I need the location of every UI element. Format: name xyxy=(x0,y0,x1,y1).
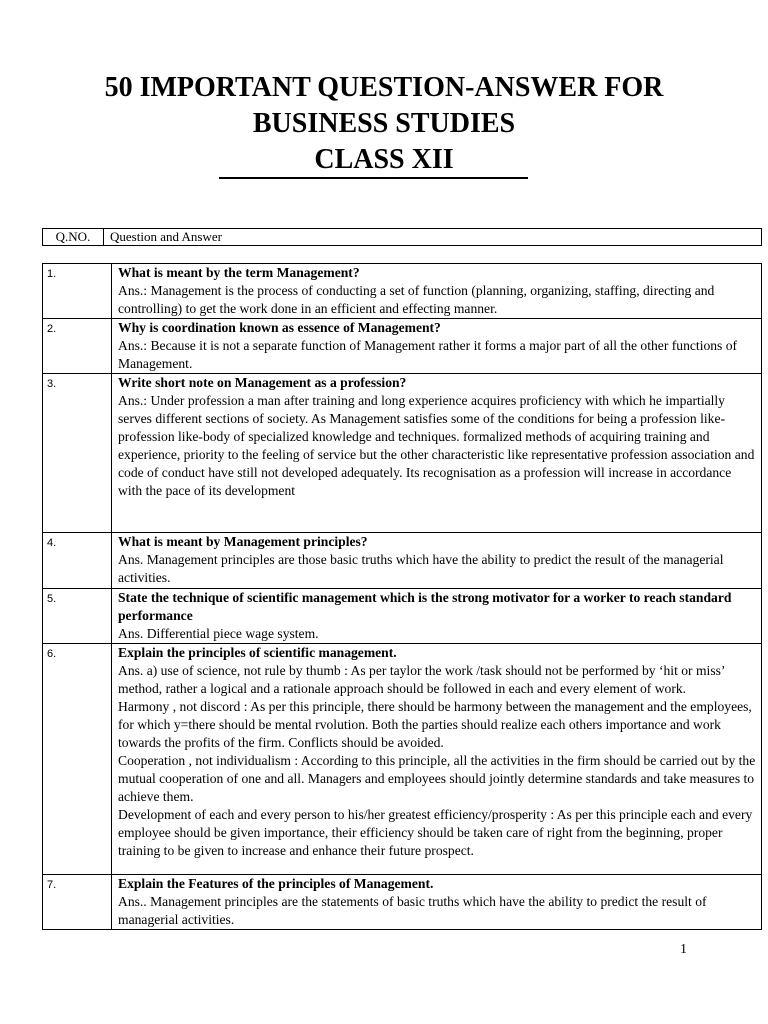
question-text: Explain the Features of the principles of Management. xyxy=(118,876,434,891)
answer-text: Harmony , not discord : As per this principle, there should be harmony between the management and the employees, for which y=there should be mental rvolution. Both the parties should realize each others importance and work towards the profits of the firm. Conflicts should be avoided. xyxy=(118,699,752,750)
answer-text: Ans. Management principles are those basic truths which have the ability to predict the result of the managerial activities. xyxy=(118,552,724,585)
qa-row xyxy=(43,264,762,319)
question-answer-cell xyxy=(112,589,762,644)
qa-row xyxy=(43,374,762,533)
qa-row xyxy=(43,319,762,374)
question-number: 4. xyxy=(43,533,112,589)
question-number: 6. xyxy=(43,644,112,875)
question-number: 3. xyxy=(43,374,112,533)
title-line-3: CLASS XII xyxy=(314,144,454,175)
question-answer-cell xyxy=(112,374,762,533)
question-answer-cell xyxy=(112,319,762,374)
question-text: What is meant by Management principles? xyxy=(118,534,368,549)
title-underline xyxy=(219,177,528,179)
answer-text: Ans. Differential piece wage system. xyxy=(118,626,319,641)
question-number: 7. xyxy=(43,875,112,930)
title-line-1: 50 IMPORTANT QUESTION-ANSWER FOR xyxy=(104,72,664,103)
answer-text: Ans. a) use of science, not rule by thumb : As per taylor the work /task should not be performed by ‘hit or miss’ method, rather a logical and a rationale approach should be followed in each and every element of work. xyxy=(118,663,725,696)
question-answer-cell xyxy=(112,264,762,319)
question-number: 2. xyxy=(43,319,112,374)
question-answer-cell xyxy=(112,533,762,589)
page-number: 1 xyxy=(680,942,687,957)
header-row xyxy=(43,229,762,246)
answer-text: Cooperation , not individualism : According to this principle, all the activities in the firm should be carried out by the mutual cooperation of one and all. Managers and employees should jointly determine standards and take measures to achieve them. xyxy=(118,753,756,804)
qa-row xyxy=(43,533,762,589)
question-text: Why is coordination known as essence of Management? xyxy=(118,320,441,335)
qa-table xyxy=(42,263,762,930)
answer-text: Ans.. Management principles are the statements of basic truths which have the ability to predict the result of managerial activities. xyxy=(118,894,707,927)
question-text: State the technique of scientific management which is the strong motivator for a worker to reach standard performance xyxy=(118,590,732,623)
question-text: What is meant by the term Management? xyxy=(118,265,360,280)
answer-text: Ans.: Management is the process of conducting a set of function (planning, organizing, staffing, directing and controlling) to get the work done in an efficient and effecting manner. xyxy=(118,283,715,316)
qa-row xyxy=(43,644,762,875)
question-answer-header: Question and Answer xyxy=(104,229,762,246)
header-table xyxy=(42,228,762,246)
question-text: Explain the principles of scientific management. xyxy=(118,645,397,660)
question-number: 1. xyxy=(43,264,112,319)
answer-text: Ans.: Because it is not a separate function of Management rather it forms a major part of all the other functions of Management. xyxy=(118,338,738,371)
title-line-2: BUSINESS STUDIES xyxy=(252,108,516,139)
question-answer-cell xyxy=(112,644,762,875)
answer-text: Ans.: Under profession a man after training and long experience acquires proficiency with which he impartially serves different sections of society. As Management satisfies some of the conditions for being a profession like- profession like-body of specialized knowledge and techniques. formalized methods of acquiring training and experience, priority to the feeling of service but the other characteristic like representative profession association and code of conduct have still not developed adequately. Its recognisation as a profession will increase in accordance with the pace of its development xyxy=(118,393,755,498)
qno-header: Q.NO. xyxy=(43,229,104,246)
question-answer-cell xyxy=(112,875,762,930)
qa-row xyxy=(43,875,762,930)
qa-row xyxy=(43,589,762,644)
question-number: 5. xyxy=(43,589,112,644)
question-text: Write short note on Management as a profession? xyxy=(118,375,407,390)
answer-text: Development of each and every person to his/her greatest efficiency/prosperity : As per this principle each and every employee should be given importance, their efficiency should be taken care of right from the beginning, proper training to be given to increase and enhance their future prospect. xyxy=(118,807,753,858)
